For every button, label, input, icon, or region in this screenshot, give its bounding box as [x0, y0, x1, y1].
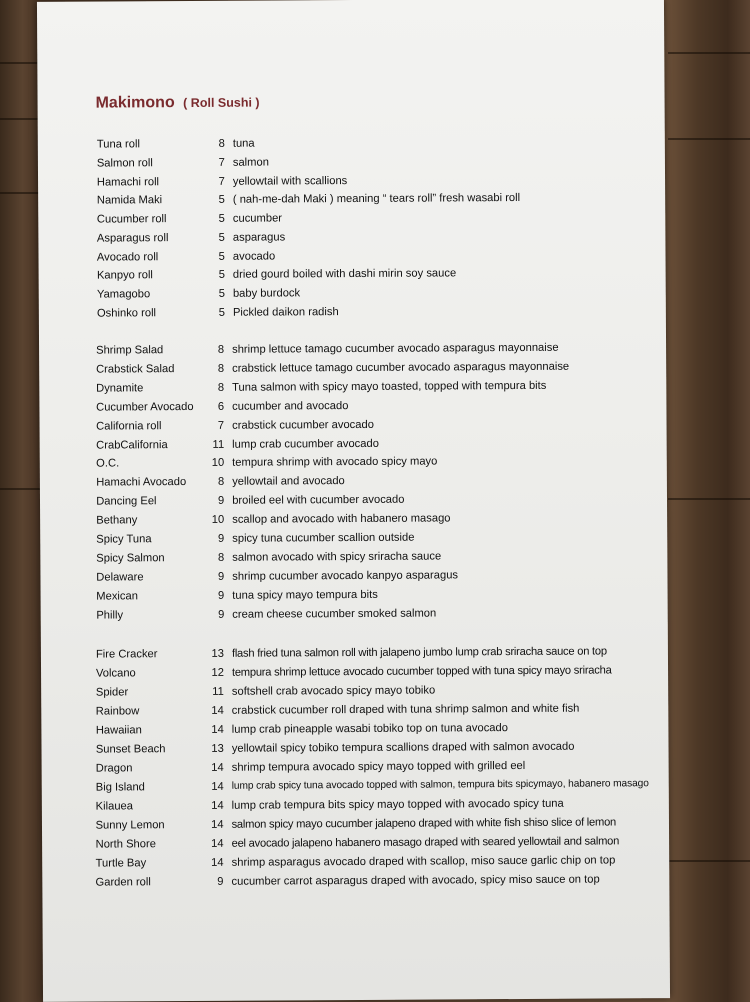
menu-item-price: 9: [217, 589, 225, 602]
menu-item-name: Salmon roll: [96, 157, 153, 170]
menu-item: [96, 587, 656, 608]
menu-item-price: 8: [217, 362, 225, 375]
menu-item: [96, 778, 656, 799]
menu-item-description: yellowtail and avocado: [232, 475, 345, 489]
menu-item-description: yellowtail spicy tobiko tempura scallions draped with salmon avocado: [231, 740, 575, 755]
menu-item-name: Mexican: [96, 590, 138, 603]
menu-item: [96, 816, 656, 837]
menu-item-price: 8: [217, 476, 225, 489]
menu-item-description: eel avocado jalapeno habanero masago draped with seared yellowtail and salmon: [231, 835, 620, 850]
menu-item-price: 9: [217, 494, 225, 508]
menu-item-description: tempura shrimp with avocado spicy mayo: [232, 455, 438, 470]
menu-item: [96, 835, 656, 856]
menu-item: [97, 191, 657, 212]
menu-item-name: Dragon: [95, 762, 133, 775]
menu-item-description: lump crab cucumber avocado: [232, 437, 379, 451]
menu-item-description: dried gourd boiled with dashi mirin soy sauce: [232, 267, 457, 282]
menu-item: [97, 266, 657, 287]
menu-item-price: 5: [218, 269, 225, 282]
menu-item-description: cream cheese cucumber smoked salmon: [232, 607, 437, 621]
menu-item: [96, 398, 656, 419]
menu-item-name: Cucumber Avocado: [96, 400, 194, 414]
menu-item-description: broiled eel with cucumber avocado: [232, 493, 405, 507]
menu-item-price: 9: [217, 532, 225, 545]
menu-item-description: shrimp lettuce tamago cucumber avocado asparagus mayonnaise: [232, 341, 559, 356]
menu-item-name: Hamachi roll: [96, 175, 160, 189]
menu-item-name: Sunset Beach: [95, 743, 166, 756]
menu-item-description: spicy tuna cucumber scallion outside: [232, 531, 415, 545]
menu-subtitle: ( Roll Sushi ): [183, 95, 260, 111]
menu-item-name: Turtle Bay: [95, 857, 147, 870]
menu-item-price: 14: [211, 837, 224, 850]
menu-item: [96, 606, 656, 627]
menu-item: [97, 210, 657, 231]
menu-item-name: Spicy Salmon: [96, 552, 165, 565]
menu-item-name: Hawaiian: [95, 724, 142, 737]
menu-item-description: tempura shrimp lettuce avocado cucumber topped with tuna spicy mayo sriracha: [231, 664, 612, 679]
menu-item-description: baby burdock: [232, 287, 301, 300]
menu-item-name: Delaware: [96, 571, 144, 584]
menu-item: [96, 511, 656, 532]
menu-page: [37, 0, 670, 1002]
menu-item: [96, 854, 656, 875]
menu-item-price: 14: [211, 723, 224, 736]
menu-item-name: Volcano: [95, 667, 136, 680]
menu-item: [97, 229, 657, 250]
menu-item-price: 13: [211, 742, 224, 755]
menu-item: [96, 492, 656, 513]
menu-item-price: 5: [218, 231, 225, 244]
menu-item-price: 7: [217, 419, 225, 432]
menu-item: [96, 530, 656, 551]
menu-item-price: 13: [211, 647, 224, 660]
menu-item: [96, 417, 656, 438]
menu-item-price: 11: [212, 685, 224, 698]
menu-item-price: 7: [218, 175, 225, 188]
menu-item-price: 8: [218, 137, 225, 150]
menu-item-price: 11: [212, 438, 225, 451]
menu-item-description: salmon spicy mayo cucumber jalapeno draped with white fish shiso slice of lemon: [231, 816, 617, 831]
menu-item-price: 5: [218, 306, 225, 319]
menu-item-price: 8: [217, 343, 225, 356]
menu-item-description: cucumber: [232, 212, 283, 225]
menu-item: [95, 873, 655, 894]
menu-item-name: Namida Maki: [96, 194, 163, 207]
menu-item-name: Avocado roll: [96, 250, 159, 264]
menu-item-name: Kanpyo roll: [96, 269, 153, 282]
menu-item: [96, 683, 656, 704]
menu-item-description: shrimp cucumber avocado kanpyo asparagus: [232, 569, 459, 583]
menu-item-price: 5: [218, 194, 225, 207]
menu-item-name: Asparagus roll: [96, 231, 169, 245]
menu-item: [97, 248, 657, 269]
menu-item: [96, 740, 656, 761]
menu-item-description: flash fried tuna salmon roll with jalapeno jumbo lump crab sriracha sauce on top: [231, 645, 607, 660]
menu-item: [97, 173, 657, 194]
menu-item-name: Yamagobo: [96, 288, 151, 301]
menu-item: [96, 759, 656, 780]
menu-item-price: 9: [217, 875, 224, 888]
menu-item: [97, 285, 657, 306]
menu-item-description: Pickled daikon radish: [232, 305, 339, 319]
menu-item: [97, 154, 657, 175]
menu-item-name: Fire Cracker: [95, 648, 158, 661]
menu-item-name: Spider: [95, 686, 129, 699]
menu-item-description: yellowtail with scallions: [232, 174, 348, 188]
menu-item-name: North Shore: [95, 838, 156, 851]
menu-item-name: Big Island: [95, 781, 145, 794]
menu-item-price: 12: [211, 666, 224, 679]
menu-item-description: crabstick cucumber roll draped with tuna shrimp salmon and white fish: [231, 702, 580, 717]
menu-item-name: Kilauea: [95, 800, 134, 813]
menu-item-description: softshell crab avocado spicy mayo tobiko: [231, 684, 436, 698]
menu-item-description: crabstick lettuce tamago cucumber avocado asparagus mayonnaise: [232, 360, 570, 375]
menu-item-price: 5: [218, 212, 225, 225]
menu-item-name: Dynamite: [96, 382, 144, 395]
menu-item-price: 7: [218, 156, 225, 169]
menu-item-description: tuna spicy mayo tempura bits: [232, 588, 378, 602]
menu-item-price: 14: [211, 780, 224, 793]
menu-item-price: 10: [211, 457, 225, 470]
menu-item-name: Cucumber roll: [96, 213, 167, 226]
menu-item-price: 5: [218, 250, 225, 263]
menu-item-description: scallop and avocado with habanero masago: [232, 512, 451, 526]
menu-item-name: Garden roll: [95, 876, 151, 889]
menu-item-name: Crabstick Salad: [96, 362, 175, 376]
menu-title: [96, 94, 260, 113]
menu-item: [96, 568, 656, 589]
menu-item-price: 10: [211, 513, 225, 526]
menu-item-price: 8: [217, 381, 225, 394]
menu-item-description: lump crab tempura bits spicy mayo topped with avocado spicy tuna: [231, 797, 564, 812]
menu-item-price: 5: [218, 287, 225, 300]
menu-item-price: 8: [217, 551, 225, 564]
menu-item-name: Tuna roll: [96, 138, 140, 151]
menu-title-text: Makimono: [95, 94, 175, 112]
menu-item: [97, 304, 657, 325]
menu-item: [96, 455, 656, 476]
menu-item-description: avocado: [232, 249, 276, 263]
menu-item-price: 9: [218, 608, 225, 621]
menu-item-price: 14: [211, 799, 224, 812]
menu-item-name: California roll: [96, 419, 162, 433]
menu-item-description: cucumber carrot asparagus draped with avocado, spicy miso sauce on top: [231, 873, 600, 888]
menu-item-name: O.C.: [96, 457, 120, 470]
menu-item-description: shrimp tempura avocado spicy mayo topped with grilled eel: [231, 759, 526, 774]
menu-item: [96, 721, 656, 742]
menu-item: [96, 473, 656, 494]
menu-item-description: salmon avocado with spicy sriracha sauce: [232, 550, 442, 564]
menu-item-description: Tuna salmon with spicy mayo toasted, topped with tempura bits: [232, 379, 547, 394]
menu-item-description: salmon: [232, 156, 269, 169]
menu-item-name: Rainbow: [95, 705, 140, 718]
menu-item-price: 6: [217, 400, 225, 413]
menu-item-name: Bethany: [96, 514, 138, 527]
menu-item-name: Oshinko roll: [96, 306, 157, 320]
menu-item: [96, 645, 656, 666]
menu-item-price: 14: [211, 761, 224, 774]
menu-item-price: 14: [211, 856, 224, 869]
menu-item-name: Shrimp Salad: [96, 344, 164, 357]
menu-item-name: CrabCalifornia: [96, 438, 168, 452]
menu-item-name: Philly: [96, 609, 124, 622]
menu-item-price: 14: [211, 818, 224, 831]
menu-item: [97, 135, 657, 156]
menu-item-description: asparagus: [232, 231, 286, 244]
menu-item-description: cucumber and avocado: [232, 399, 349, 413]
menu-item-name: Hamachi Avocado: [96, 476, 187, 489]
menu-item: [96, 702, 656, 723]
menu-item-description: tuna: [232, 137, 255, 150]
menu-item-description: ( nah-me-dah Maki ) meaning “ tears roll” fresh wasabi roll: [232, 192, 521, 207]
menu-item-description: lump crab pineapple wasabi tobiko top on tuna avocado: [231, 722, 508, 736]
menu-item-price: 9: [217, 570, 225, 583]
menu-item: [96, 360, 656, 381]
menu-item: [96, 664, 656, 685]
menu-item-name: Sunny Lemon: [95, 819, 165, 832]
menu-item: [96, 341, 656, 362]
menu-item: [96, 436, 656, 457]
menu-item-name: Spicy Tuna: [96, 533, 152, 546]
menu-item-name: Dancing Eel: [96, 495, 157, 508]
menu-item: [96, 379, 656, 400]
menu-item-price: 14: [211, 704, 224, 717]
menu-item: [96, 797, 656, 818]
menu-item: [96, 549, 656, 570]
menu-item-description: lump crab spicy tuna avocado topped with salmon, tempura bits spicymayo, habanero masago: [231, 778, 649, 792]
menu-item-description: shrimp asparagus avocado draped with scallop, miso sauce garlic chip on top: [231, 854, 616, 869]
menu-item-description: crabstick cucumber avocado: [232, 418, 374, 432]
